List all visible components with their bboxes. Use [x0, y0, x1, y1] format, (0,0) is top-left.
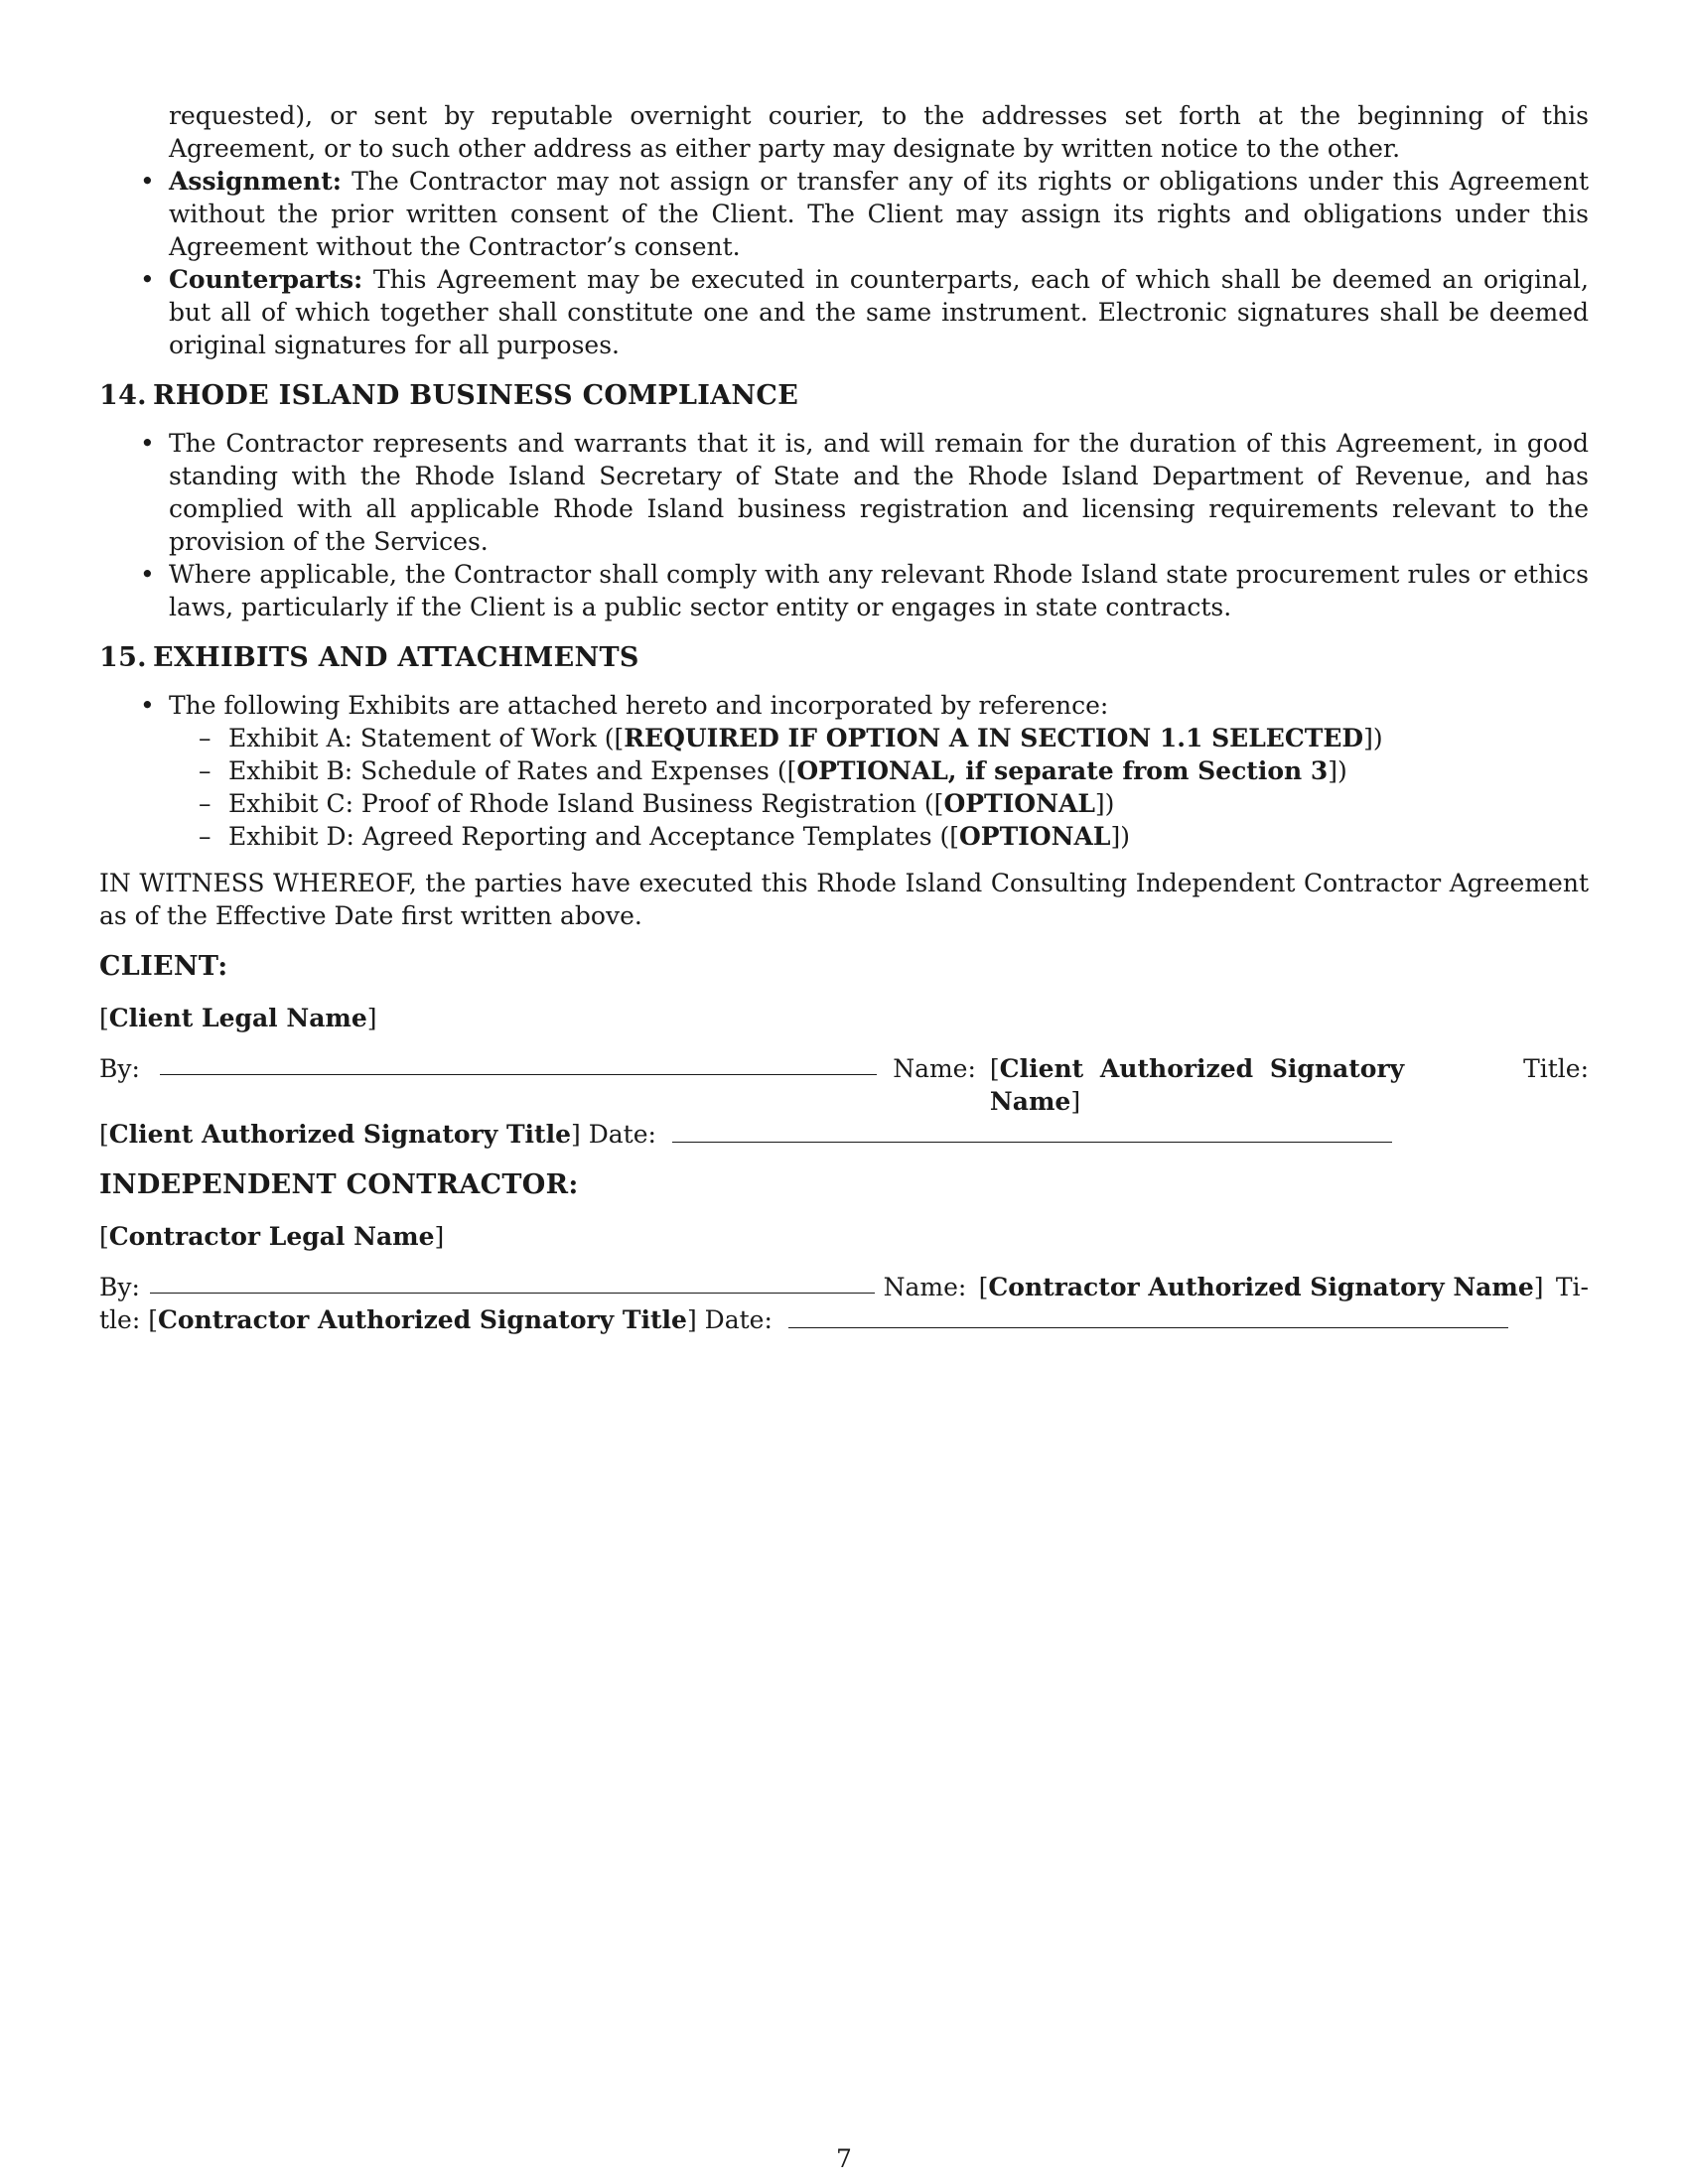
list-item — [99, 165, 1589, 263]
list-item: • The Contractor represents and warrants that it is, and will remain for the duration of this Agreement, in good standing with the Rhode Island Secretary of State and the Rhode Island Department of Revenue, and has complied with all applicable Rhode Island business registration and licensing requirements relevant to the provision of the Services. — [99, 427, 1589, 558]
section-title: RHODE ISLAND BUSINESS COMPLIANCE — [153, 380, 799, 411]
client-signature-block — [99, 1052, 1589, 1151]
contractor-title-row: tle: [Contractor Authorized Signatory Title] Date: — [99, 1303, 1589, 1336]
client-title-row: [Client Authorized Signatory Title] Date: — [99, 1118, 1589, 1151]
contractor-signatory-name: Contractor Authorized Signatory Name — [988, 1273, 1534, 1301]
list-item — [99, 689, 1589, 722]
list-item: • Where applicable, the Contractor shall comply with any relevant Rhode Island state procurement rules or ethics laws, particularly if the Client is a public sector entity or engages in state contracts. — [99, 558, 1589, 623]
list-item — [99, 263, 1589, 361]
exhibit-end: ]) — [1094, 789, 1115, 818]
by-label: By: — [99, 1054, 140, 1083]
contractor-signatory-title: Contractor Authorized Signatory Title — [157, 1305, 687, 1334]
title-label-cont: tle: — [99, 1305, 141, 1334]
date-label: Date: — [704, 1305, 773, 1334]
client-signature-row: By: Name: [Client Authorized Signatory Name] Title: — [99, 1054, 1589, 1116]
provision-text: The Contractor may not assign or transfer any of its rights or obligations under this Agreement without the prior written consent of the Client. The Client may assign its rights and obligations under this Agreement without the Contractor’s consent. — [169, 167, 1589, 261]
section-15-list — [99, 689, 1589, 722]
title-label: Ti- — [1555, 1273, 1589, 1301]
exhibit-end: ]) — [1363, 724, 1383, 752]
exhibit-text: Exhibit B: Schedule of Rates and Expenses ([ — [228, 756, 797, 785]
exhibit-item — [99, 722, 1589, 754]
by-label: By: — [99, 1273, 140, 1301]
exhibit-end: ]) — [1328, 756, 1347, 785]
client-legal-name: Client Legal Name — [108, 1004, 367, 1032]
exhibits-intro: The following Exhibits are attached hereto and incorporated by reference: — [169, 691, 1109, 720]
contractor-legal-name-line: [Contractor Legal Name] — [99, 1222, 445, 1251]
date-label: Date: — [588, 1120, 656, 1149]
section-15-heading — [99, 641, 1589, 675]
client-date-line[interactable] — [672, 1120, 1392, 1143]
client-signatory-title: Client Authorized Signatory Title — [108, 1120, 571, 1149]
exhibit-status: OPTIONAL, if separate from Section 3 — [796, 756, 1329, 785]
section-14-heading — [99, 379, 1589, 413]
exhibit-item — [99, 820, 1589, 853]
exhibit-list — [99, 722, 1589, 853]
exhibit-end: ]) — [1110, 822, 1130, 851]
name-label: Name: — [883, 1273, 967, 1301]
client-signature-line[interactable] — [160, 1052, 877, 1075]
notices-continuation: requested), or sent by reputable overnight courier, to the addresses set forth at the beginning of this Agreement, or to such other address as either party may designate by written notice to the other. — [169, 101, 1589, 163]
contractor-heading: INDEPENDENT CONTRACTOR: — [99, 1169, 579, 1200]
witness-clause: IN WITNESS WHEREOF, the parties have executed this Rhode Island Consulting Independent Contractor Agreement as of the Effective Date first written above. — [99, 869, 1589, 930]
section-number: 14. — [99, 380, 147, 411]
exhibit-text: Exhibit C: Proof of Rhode Island Business Registration ([ — [228, 789, 944, 818]
page-number: 7 — [836, 2144, 852, 2173]
exhibit-status: OPTIONAL — [959, 822, 1111, 851]
provision-label: Counterparts: — [169, 265, 363, 294]
contractor-legal-name: Contractor Legal Name — [108, 1222, 435, 1251]
title-label: Title: — [1523, 1054, 1589, 1083]
contractor-date-line[interactable] — [788, 1305, 1508, 1328]
client-signatory-name: Client Authorized Signatory Name — [989, 1054, 1405, 1116]
contractor-signature-line[interactable] — [150, 1271, 875, 1294]
provision-text: This Agreement may be executed in counterparts, each of which shall be deemed an original, but all of which together shall constitute one and the same instrument. Electronic signatures shall be deemed original signatures for all purposes. — [169, 265, 1589, 359]
exhibit-text: Exhibit D: Agreed Reporting and Acceptance Templates ([ — [228, 822, 959, 851]
provision-label: Assignment: — [169, 167, 343, 196]
misc-provisions-list — [99, 165, 1589, 361]
exhibit-text: Exhibit A: Statement of Work ([ — [228, 724, 625, 752]
name-label: Name: — [893, 1054, 976, 1083]
section-number: 15. — [99, 642, 147, 673]
exhibit-status: OPTIONAL — [943, 789, 1095, 818]
page-content — [99, 99, 1589, 1336]
section-14-list — [99, 427, 1589, 623]
contractor-signature-row: By: Name: [Contractor Authorized Signatory Name] Ti- — [99, 1273, 1589, 1301]
section-title: EXHIBITS AND ATTACHMENTS — [153, 642, 639, 673]
exhibit-item — [99, 787, 1589, 820]
client-legal-name-line: [Client Legal Name] — [99, 1004, 377, 1032]
exhibit-item — [99, 754, 1589, 787]
exhibit-status: REQUIRED IF OPTION A IN SECTION 1.1 SELECTED — [624, 724, 1364, 752]
contractor-signature-block — [99, 1271, 1589, 1336]
client-heading: CLIENT: — [99, 951, 228, 982]
